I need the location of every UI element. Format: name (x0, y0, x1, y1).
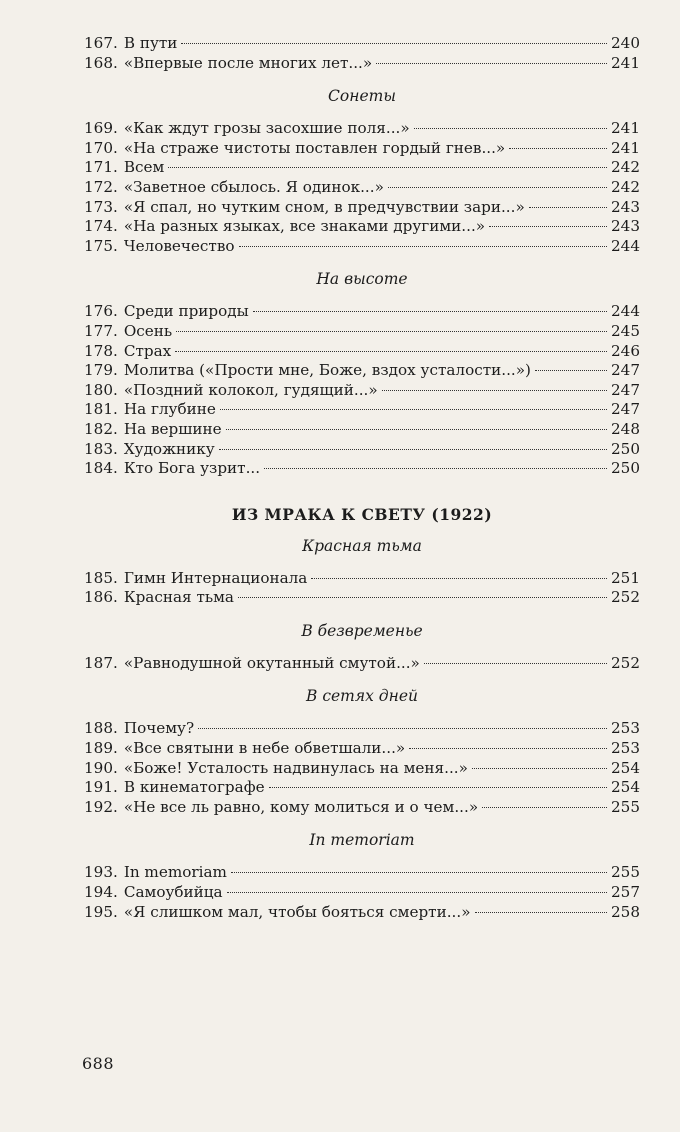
toc-entry (84, 322, 640, 342)
toc-entry (84, 420, 640, 440)
entry-title: «Все святыни в небе обветшали...» (123, 739, 406, 758)
entry-title: На вершине (123, 419, 222, 438)
entry-number: 174. (84, 217, 118, 236)
entry-title: Красная тьма (123, 588, 234, 607)
entry-page: 243 (611, 217, 640, 236)
dot-leader (414, 128, 607, 129)
toc-entry (84, 883, 640, 903)
dot-leader (388, 187, 607, 188)
entry-number: 172. (84, 177, 118, 196)
dot-leader (253, 311, 607, 312)
entry-page: 250 (611, 439, 640, 458)
toc-entry (84, 440, 640, 460)
table-of-contents (84, 34, 640, 922)
entry-title: «Я слишком мал, чтобы бояться смерти...» (123, 902, 471, 921)
entry-title: «Равнодушной окутанный смутой...» (123, 653, 420, 672)
entry-page: 251 (611, 568, 640, 587)
entry-number: 189. (84, 739, 118, 758)
entry-number: 178. (84, 341, 118, 360)
entry-number: 183. (84, 439, 118, 458)
entry-title: Всем (123, 158, 165, 177)
entry-title: Почему? (123, 719, 195, 738)
entry-number: 194. (84, 883, 118, 902)
entry-page: 244 (611, 302, 640, 321)
toc-entry (84, 778, 640, 798)
toc-entry (84, 759, 640, 779)
entry-page: 247 (611, 400, 640, 419)
dot-leader (181, 43, 607, 44)
dot-leader (382, 390, 607, 391)
toc-entry (84, 158, 640, 178)
dot-leader (264, 468, 607, 469)
toc-entry (84, 903, 640, 923)
entry-number: 192. (84, 797, 118, 816)
toc-entry (84, 863, 640, 883)
entry-title: Художнику (123, 439, 215, 458)
dot-leader (509, 148, 607, 149)
entry-title: «Не все ль равно, кому молиться и о чем...» (123, 797, 479, 816)
toc-entry (84, 798, 640, 818)
dot-leader (238, 597, 607, 598)
entry-number: 180. (84, 380, 118, 399)
entry-number: 179. (84, 361, 118, 380)
toc-entry (84, 54, 640, 74)
dot-leader (376, 63, 607, 64)
entry-title: «Я спал, но чутким сном, в предчувствии зари...» (123, 197, 525, 216)
dot-leader (239, 246, 607, 247)
dot-leader (220, 409, 607, 410)
dot-leader (176, 331, 607, 332)
entry-number: 193. (84, 863, 118, 882)
dot-leader (226, 429, 607, 430)
toc-entry (84, 654, 640, 674)
toc-entry (84, 34, 640, 54)
dot-leader (482, 807, 607, 808)
entry-number: 173. (84, 197, 118, 216)
entry-number: 190. (84, 758, 118, 777)
section-heading: На высоте (316, 270, 408, 289)
toc-entry (84, 119, 640, 139)
entry-page: 253 (611, 739, 640, 758)
toc-entry (84, 342, 640, 362)
entry-page: 246 (611, 341, 640, 360)
entry-page: 247 (611, 361, 640, 380)
entry-title: «Боже! Усталость надвинулась на меня...» (123, 758, 468, 777)
entry-title: «Заветное сбылось. Я одинок...» (123, 177, 384, 196)
entry-number: 171. (84, 158, 118, 177)
page-number: 688 (82, 1054, 115, 1073)
toc-entry (84, 237, 640, 257)
toc-entry (84, 217, 640, 237)
entry-title: «Как ждут грозы засохшие поля...» (123, 119, 410, 138)
entry-title: Самоубийца (123, 883, 223, 902)
entry-title: Кто Бога узрит... (123, 459, 261, 478)
entry-page: 255 (611, 797, 640, 816)
entry-page: 253 (611, 719, 640, 738)
entry-page: 241 (611, 119, 640, 138)
entry-page: 245 (611, 321, 640, 340)
entry-number: 176. (84, 302, 118, 321)
toc-entry (84, 139, 640, 159)
entry-page: 242 (611, 158, 640, 177)
toc-entry (84, 302, 640, 322)
entry-page: 241 (611, 53, 640, 72)
toc-entry (84, 381, 640, 401)
section-heading: В безвременье (301, 621, 423, 640)
entry-number: 195. (84, 902, 118, 921)
toc-entry (84, 198, 640, 218)
toc-entry (84, 719, 640, 739)
dot-leader (424, 663, 607, 664)
entry-page: 243 (611, 197, 640, 216)
entry-title: «На разных языках, все знаками другими...» (123, 217, 486, 236)
dot-leader (231, 872, 607, 873)
entry-page: 248 (611, 419, 640, 438)
entry-title: В кинематографе (123, 778, 265, 797)
entry-title: «Поздний колокол, гудящий...» (123, 380, 378, 399)
entry-number: 170. (84, 138, 118, 157)
dot-leader (472, 768, 607, 769)
toc-entry (84, 178, 640, 198)
entry-page: 242 (611, 177, 640, 196)
entry-page: 240 (611, 34, 640, 52)
entry-page: 244 (611, 236, 640, 255)
entry-page: 255 (611, 863, 640, 882)
entry-page: 252 (611, 588, 640, 607)
dot-leader (175, 351, 607, 352)
entry-page: 250 (611, 459, 640, 478)
entry-title: In memoriam (123, 863, 227, 882)
entry-title: Осень (123, 321, 173, 340)
dot-leader (489, 226, 607, 227)
dot-leader (227, 892, 607, 893)
dot-leader (311, 578, 607, 579)
entry-title: На глубине (123, 400, 216, 419)
entry-number: 167. (84, 34, 118, 52)
dot-leader (269, 787, 607, 788)
toc-entry (84, 400, 640, 420)
entry-title: Среди природы (123, 302, 249, 321)
entry-page: 254 (611, 778, 640, 797)
entry-title: Страх (123, 341, 172, 360)
dot-leader (409, 748, 607, 749)
toc-entry (84, 569, 640, 589)
part-heading: ИЗ МРАКА К СВЕТУ (1922) (231, 504, 493, 524)
entry-title: Молитва («Прости мне, Боже, вздох усталости...») (123, 361, 531, 380)
entry-number: 191. (84, 778, 118, 797)
entry-page: 257 (611, 883, 640, 902)
dot-leader (529, 207, 607, 208)
entry-page: 241 (611, 138, 640, 157)
dot-leader (475, 912, 608, 913)
toc-entry (84, 739, 640, 759)
entry-number: 187. (84, 653, 118, 672)
section-heading: Сонеты (328, 87, 396, 106)
entry-title: «Впервые после многих лет...» (123, 53, 373, 72)
dot-leader (198, 728, 607, 729)
entry-number: 175. (84, 236, 118, 255)
dot-leader (168, 167, 607, 168)
entry-number: 186. (84, 588, 118, 607)
toc-entry (84, 588, 640, 608)
entry-number: 177. (84, 321, 118, 340)
entry-number: 184. (84, 459, 118, 478)
entry-title: В пути (123, 34, 178, 52)
entry-number: 182. (84, 419, 118, 438)
entry-number: 181. (84, 400, 118, 419)
entry-page: 254 (611, 758, 640, 777)
toc-entry (84, 361, 640, 381)
entry-title: Гимн Интернационала (123, 568, 308, 587)
entry-number: 188. (84, 719, 118, 738)
section-heading: In memoriam (309, 831, 415, 850)
dot-leader (535, 370, 607, 371)
entry-number: 169. (84, 119, 118, 138)
entry-page: 258 (611, 902, 640, 921)
entry-page: 252 (611, 653, 640, 672)
toc-entry (84, 459, 640, 479)
dot-leader (219, 449, 607, 450)
entry-number: 168. (84, 53, 118, 72)
section-heading: Красная тьма (302, 536, 422, 555)
entry-number: 185. (84, 568, 118, 587)
entry-page: 247 (611, 380, 640, 399)
entry-title: «На страже чистоты поставлен гордый гнев...» (123, 138, 506, 157)
entry-title: Человечество (123, 236, 235, 255)
section-heading: В сетях дней (306, 687, 418, 706)
